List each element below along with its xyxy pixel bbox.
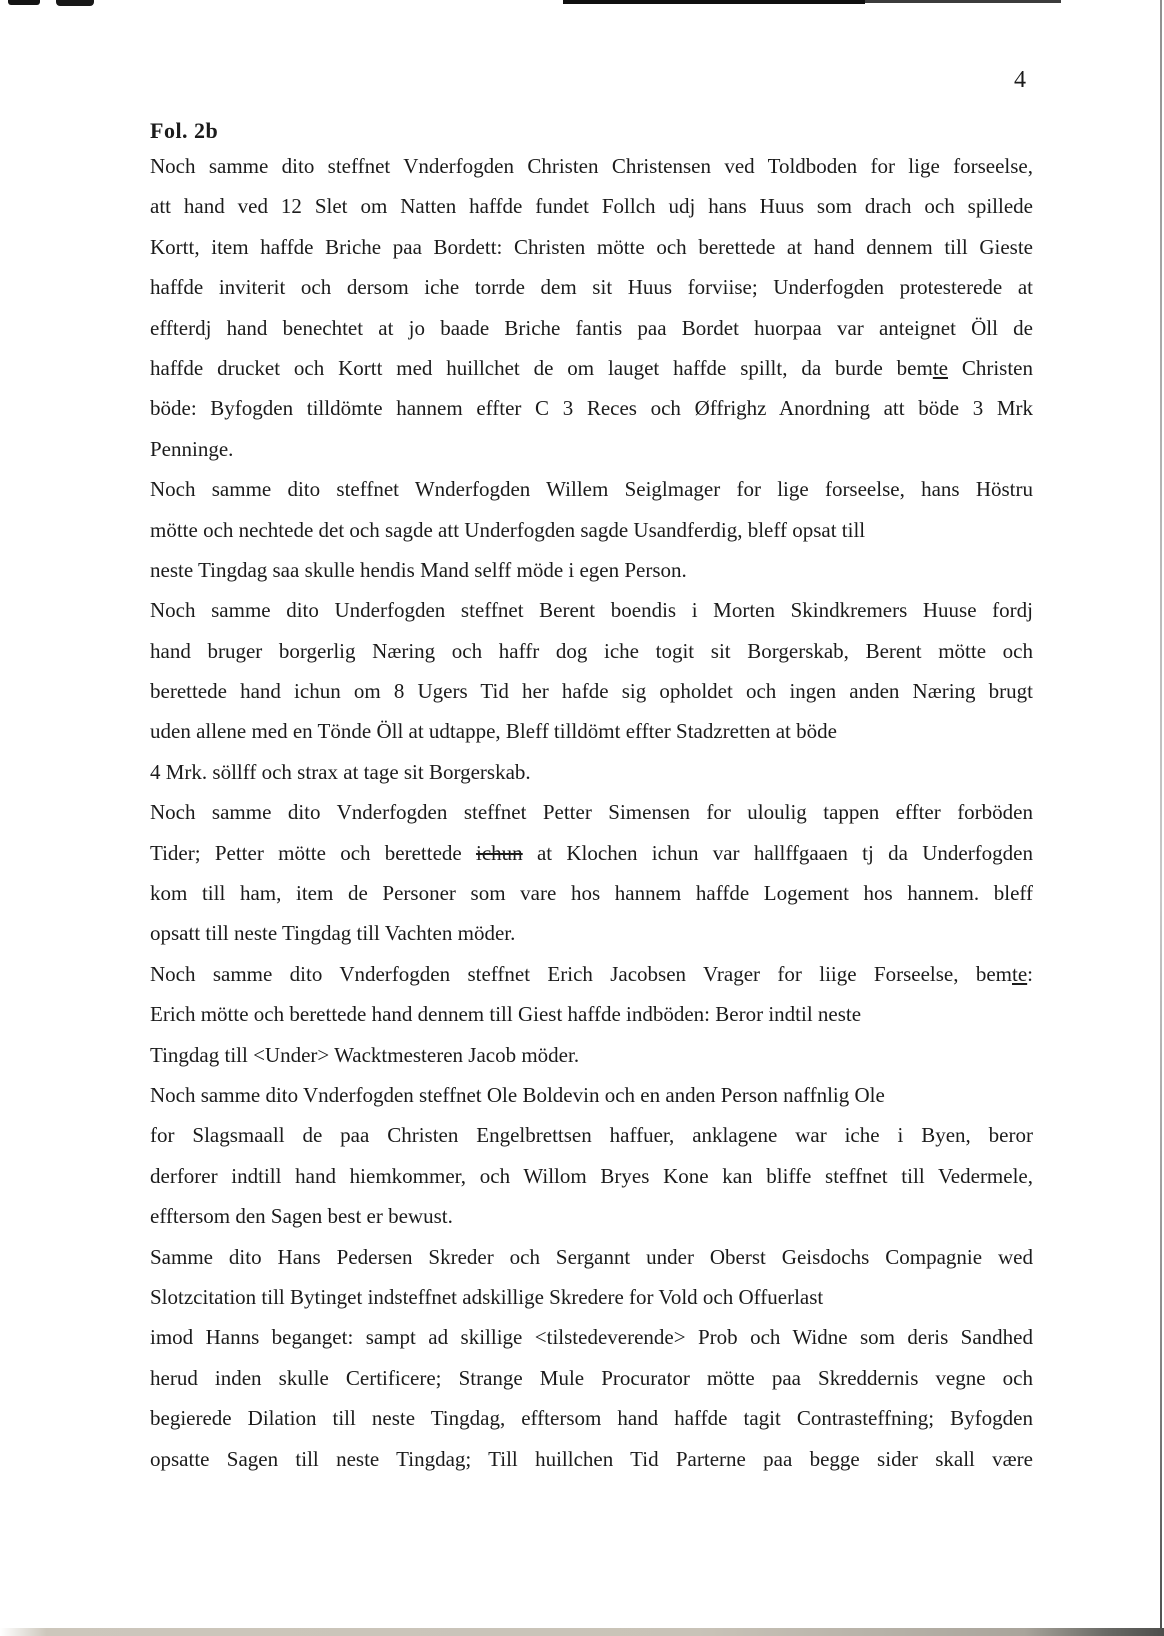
text-segment: at Klochen ichun var hallffgaaen tj da Underfogden [522,840,1033,865]
text-segment: haffde inviterit och dersom iche torrde dem sit Huus forviise; Underfogden protesterede at [150,275,1033,300]
text-segment: Noch samme dito steffnet Vnderfogden Christen Christensen ved Toldboden for lige forseelse, [150,154,1033,178]
text-segment: opsatt till neste Tingdag till Vachten möder. [150,921,516,946]
text-segment: opsatte Sagen till neste Tingdag; Till huillchen Tid Parterne paa begge sider skall være [150,1446,1033,1471]
text-segment: böde: Byfogden tilldömte hannem effter C 3 Reces och Øffrighz Anordning att böde 3 Mrk [150,396,1033,421]
text-segment: efftersom den Sagen best er bewust. [150,1204,453,1229]
text-segment-underline: te [1012,961,1028,986]
text-segment: derforer indtill hand hiemkommer, och Willom Bryes Kone kan bliffe steffnet till Vedermele, [150,1163,1033,1188]
text-segment: berettede hand ichun om 8 Ugers Tid her hafde sig opholdet och ingen anden Næring brugt [150,679,1033,704]
text-line [150,1035,1033,1075]
scan-artifact-bottom-border [0,1628,1164,1636]
page-number: 4 [1014,67,1026,93]
text-line [150,1439,1033,1479]
text-segment: : [1027,961,1033,986]
text-segment: Christen [947,355,1033,380]
text-segment: Noch samme dito Vnderfogden steffnet Erich Jacobsen Vrager for liige Forseelse, bem [150,961,1012,986]
text-line [150,308,1033,348]
text-line [150,1277,1033,1317]
text-line [150,590,1033,630]
text-segment: Kortt, item haffde Briche paa Bordett: Christen mötte och berettede at hand dennem till Gieste [150,234,1033,259]
folio-heading: Fol. 2b [150,118,219,143]
text-segment-underline: te [932,355,948,380]
text-line [150,550,1033,590]
text-segment: haffde drucket och Kortt med huillchet de om lauget haffde spillt, da burde bem [150,355,933,380]
text-segment: hand bruger borgerlig Næring och haffr dog iche togit sit Borgerskab, Berent mötte och [150,638,1033,663]
text-line [150,913,1033,953]
text-line [150,671,1033,711]
text-line [150,954,1033,994]
text-line [150,469,1033,509]
document-lines [150,146,1033,1479]
text-segment: Noch samme dito steffnet Wnderfogden Willem Seiglmager for lige forseelse, hans Höstru [150,477,1033,502]
text-line [150,510,1033,550]
text-segment: uden allene med en Tönde Öll at udtappe, Bleff tilldömt effter Stadzretten at böde [150,719,837,744]
text-line [150,388,1033,428]
text-line [150,146,1033,186]
text-line [150,1317,1033,1357]
text-line [150,873,1033,913]
text-segment-strike: ichun [476,840,523,865]
text-line [150,186,1033,226]
scan-artifact-top-left-2 [56,0,94,6]
text-line [150,631,1033,671]
text-segment: Erich mötte och berettede hand dennem till Giest haffde indböden: Beror indtil neste [150,1002,862,1027]
text-line [150,267,1033,307]
text-line [150,429,1033,469]
text-line [150,1156,1033,1196]
text-line [150,348,1033,388]
text-line [150,833,1033,873]
text-line [150,1358,1033,1398]
text-line [150,994,1033,1034]
scan-artifact-top-strip-faint [865,0,1061,3]
text-segment: herud inden skulle Certificere; Strange Mule Procurator mötte paa Skreddernis vegne och [150,1365,1033,1390]
text-line [150,1237,1033,1277]
text-segment: Slotzcitation till Bytinget indsteffnet adskillige Skredere for Vold och Offuerlast [150,1284,824,1309]
text-line [150,711,1033,751]
text-segment: Samme dito Hans Pedersen Skreder och Sergannt under Oberst Geisdochs Compagnie wed [150,1244,1033,1269]
text-segment: Tider; Petter mötte och berettede [150,840,477,865]
scan-artifact-right-border [1160,0,1162,1636]
text-line [150,1115,1033,1155]
text-segment: neste Tingdag saa skulle hendis Mand selff möde i egen Person. [150,557,687,582]
text-line [150,227,1033,267]
text-segment: Tingdag till <Under> Wacktmesteren Jacob möder. [150,1042,580,1067]
text-line [150,792,1033,832]
text-line [150,1196,1033,1236]
text-segment: Penninge. [150,436,234,461]
text-segment: begierede Dilation till neste Tingdag, efftersom hand haffde tagit Contrasteffning; Byfogden [150,1406,1033,1431]
text-segment: mötte och nechtede det och sagde att Underfogden sagde Usandferdig, bleff opsat till [150,517,866,542]
text-segment: imod Hanns beganget: sampt ad skillige <tilstedeverende> Prob och Widne som deris Sandhed [150,1325,1033,1350]
text-line [150,1075,1033,1115]
scan-artifact-top-left-1 [8,0,40,5]
scan-artifact-top-strip [563,0,865,4]
text-segment: Noch samme dito Vnderfogden steffnet Ole Boldevin och en anden Person naffnlig Ole [150,1082,885,1107]
text-segment: for Slagsmaall de paa Christen Engelbrettsen haffuer, anklagene war iche i Byen, beror [150,1123,1033,1148]
text-segment: Noch samme dito Vnderfogden steffnet Petter Simensen for uloulig tappen effter forböden [150,800,1033,825]
text-segment: Noch samme dito Underfogden steffnet Berent boendis i Morten Skindkremers Huuse fordj [150,598,1033,623]
text-segment: effterdj hand benechtet at jo baade Briche fantis paa Bordet huorpaa var anteignet Öll de [150,315,1033,340]
text-segment: att hand ved 12 Slet om Natten haffde fundet Follch udj hans Huus som drach och spillede [150,194,1033,219]
text-line [150,1398,1033,1438]
text-segment: kom till ham, item de Personer som vare hos hannem haffde Logement hos hannem. bleff [150,881,1033,906]
text-line [150,752,1033,792]
text-segment: 4 Mrk. söllff och strax at tage sit Borgerskab. [150,759,531,784]
